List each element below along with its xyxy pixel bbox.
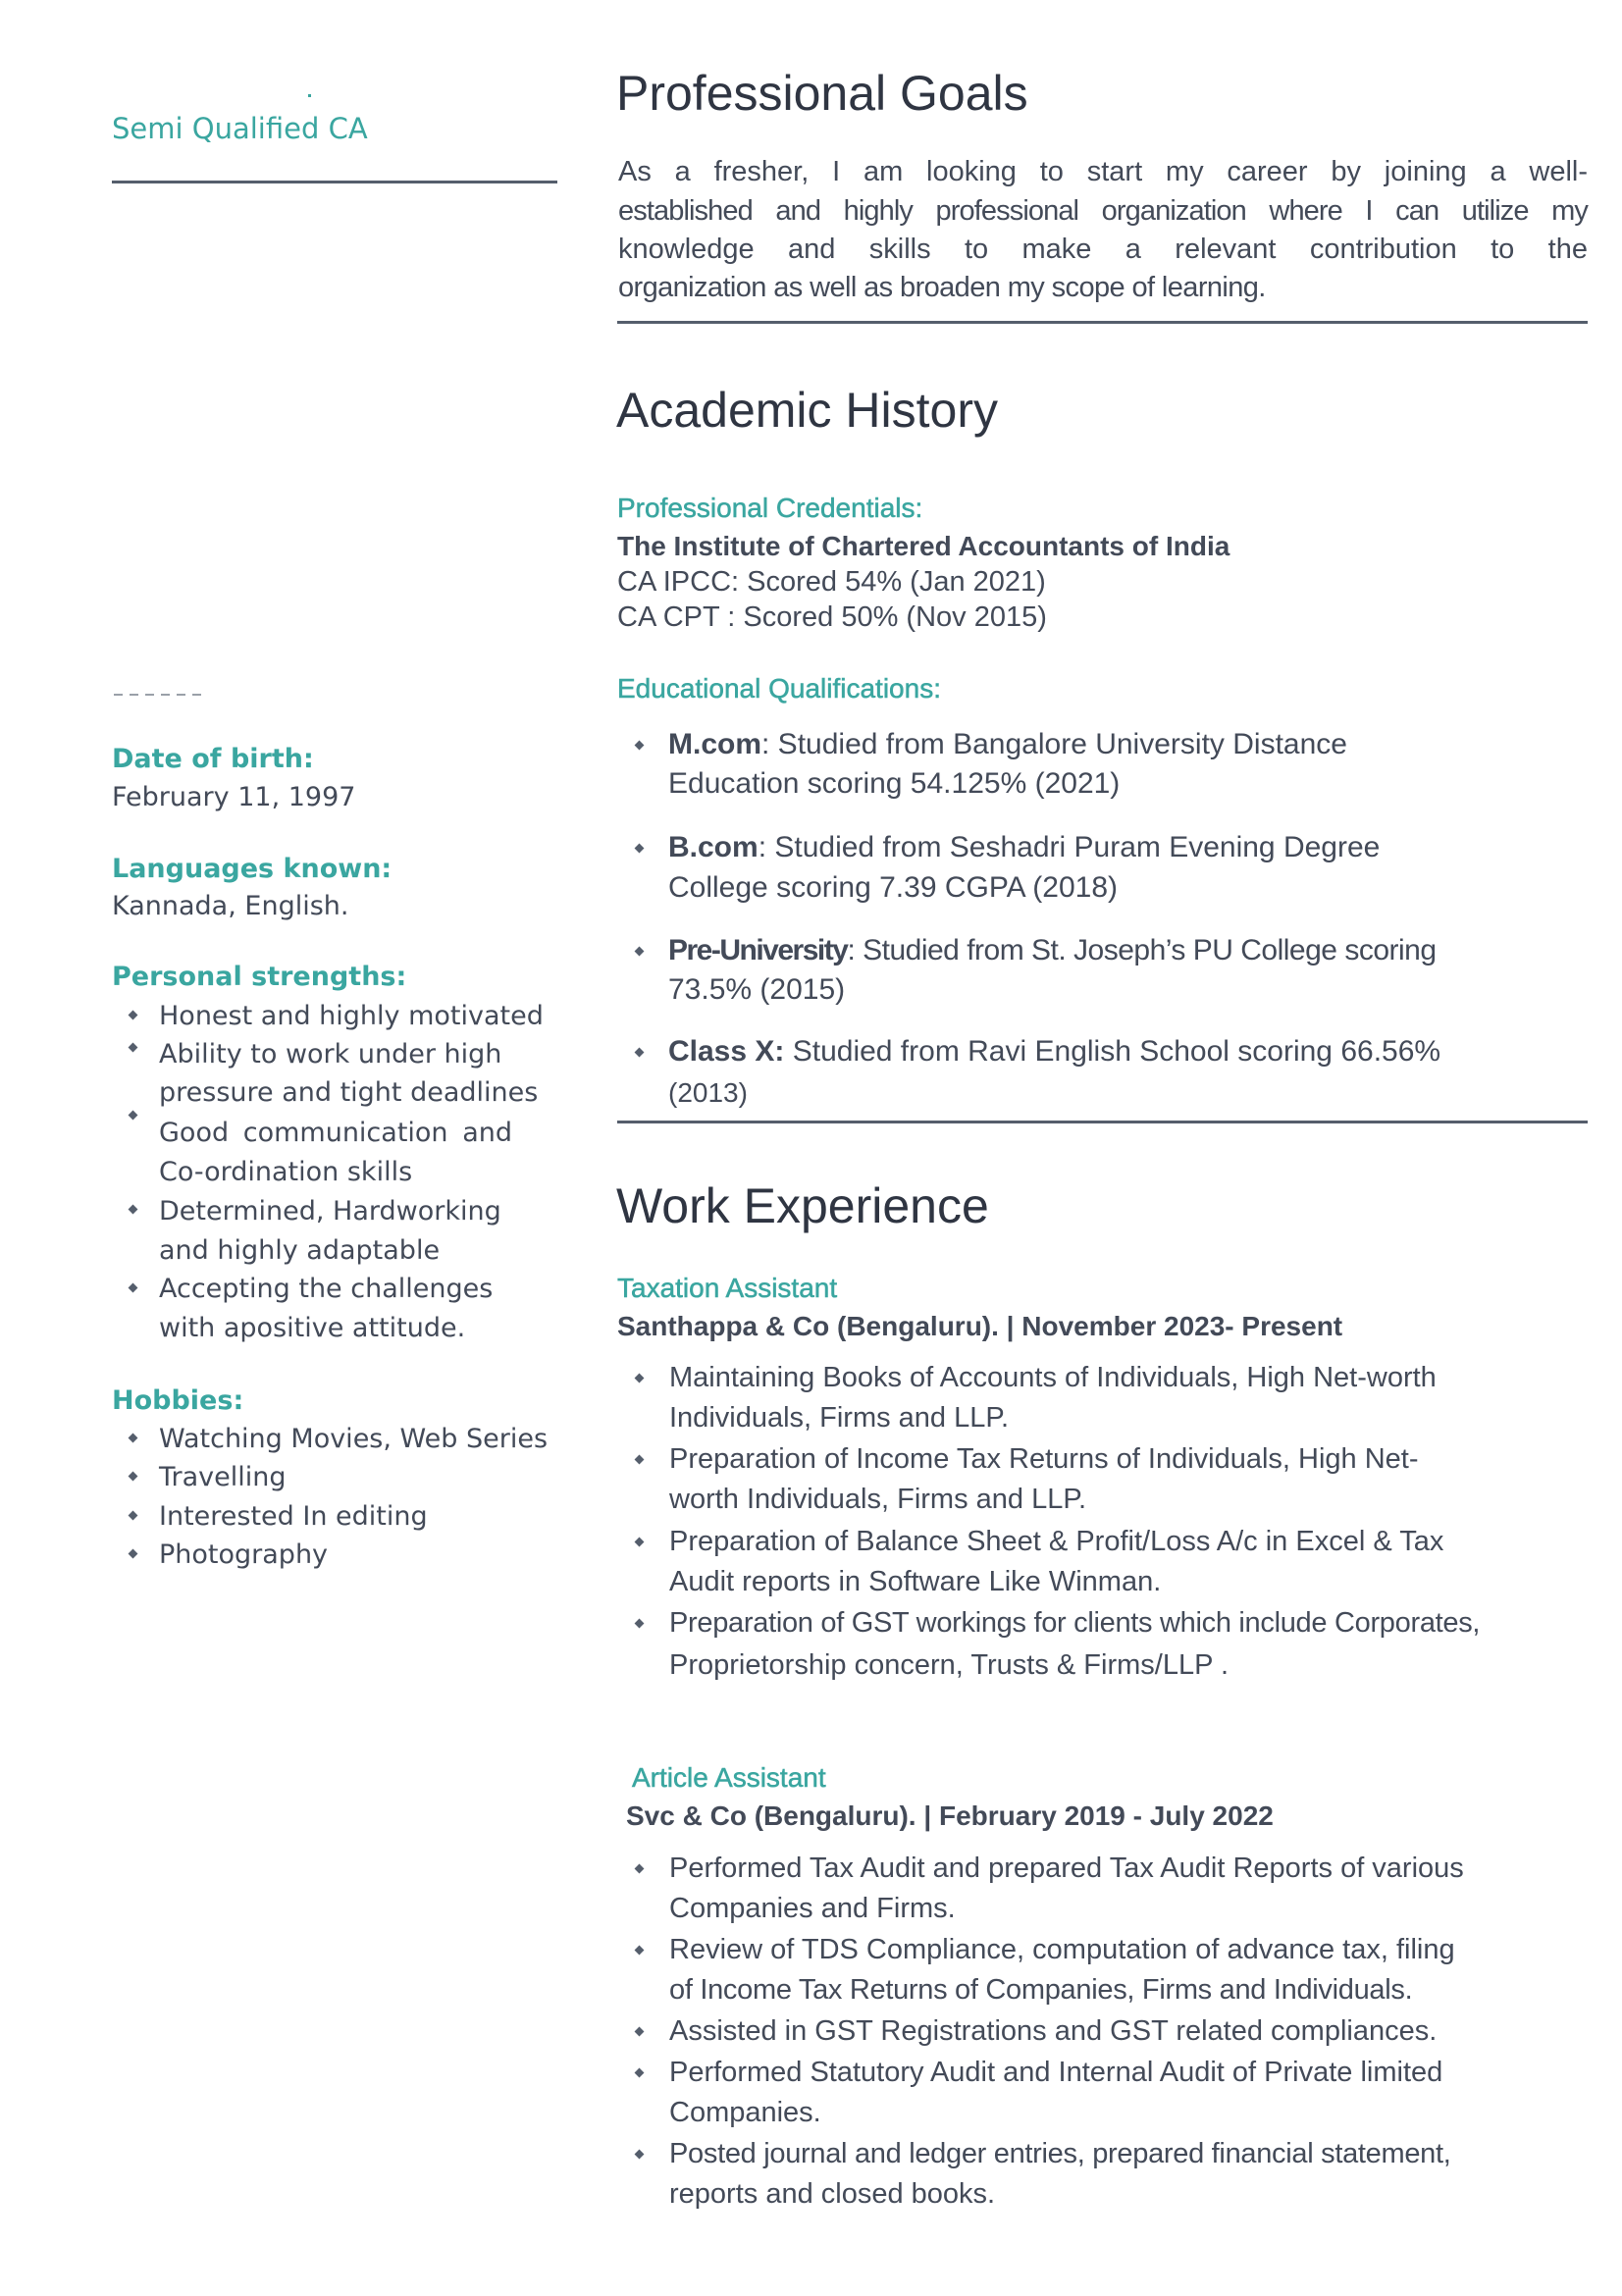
languages-label: Languages known: (112, 854, 392, 884)
job-bullet-cont: reports and closed books. (669, 2178, 996, 2210)
bullet-icon (129, 1205, 138, 1215)
job-title: Article Assistant (632, 1762, 826, 1793)
qualification-text: : Studied from Bangalore University Distance (761, 728, 1347, 760)
degree-label: M.com (668, 728, 762, 760)
bullet-icon (635, 844, 645, 854)
bullet-icon (129, 1511, 138, 1521)
sidebar-divider (112, 181, 557, 183)
goals-heading: Professional Goals (616, 66, 1028, 121)
goals-divider (617, 321, 1588, 324)
strength-item: Good communication and (159, 1118, 512, 1148)
qualification-item-cont: 73.5% (2015) (668, 973, 846, 1006)
goals-line: knowledge and skills to make a relevant contribution to the (618, 234, 1588, 265)
strength-item-cont: with apositive attitude. (159, 1313, 466, 1343)
qualification-text: Studied from Ravi English School scoring 66.56% (784, 1035, 1441, 1068)
hobby-item: Travelling (159, 1462, 287, 1492)
bullet-icon (635, 2150, 645, 2160)
qualification-item (668, 730, 1347, 759)
hobby-item: Photography (159, 1539, 329, 1570)
bullet-icon (129, 1011, 138, 1020)
job-bullet-item: Maintaining Books of Accounts of Individuals, High Net-worth (669, 1362, 1437, 1393)
bullet-icon (635, 2068, 645, 2078)
goals-line: organization as well as broaden my scope of learning. (618, 272, 1266, 303)
hobby-item: Interested In editing (159, 1501, 428, 1532)
academic-heading: Academic History (616, 383, 998, 438)
bullet-icon (129, 1472, 138, 1482)
job-bullet-item: Performed Tax Audit and prepared Tax Audit Reports of various (669, 1852, 1464, 1884)
hobby-item: Watching Movies, Web Series (159, 1424, 549, 1454)
strength-item: Determined, Hardworking (159, 1196, 501, 1226)
job-bullet-cont: Audit reports in Software Like Winman. (669, 1566, 1162, 1597)
bullet-icon (129, 1434, 138, 1443)
goals-line: As a fresher, I am looking to start my career by joining a well- (618, 156, 1588, 187)
job-bullet-item: Preparation of Balance Sheet & Profit/Loss A/c in Excel & Tax (669, 1526, 1444, 1557)
bullet-icon (635, 1455, 645, 1465)
qualification-item (668, 936, 1437, 965)
languages-value: Kannada, English. (112, 891, 349, 921)
job-bullet-item: Assisted in GST Registrations and GST related compliances. (669, 2015, 1438, 2047)
job-bullet-item: Preparation of GST workings for clients which include Corporates, (669, 1607, 1481, 1639)
institute-name: The Institute of Chartered Accountants of India (617, 531, 1230, 561)
job-bullet-cont: Companies. (669, 2097, 821, 2128)
qualification-item (668, 833, 1380, 862)
sidebar-title: Semi Qualified CA (112, 112, 368, 145)
qualification-item (668, 1037, 1440, 1067)
qualification-item-cont: Education scoring 54.125% (2021) (668, 767, 1121, 800)
job-company: Svc & Co (Bengaluru). | February 2019 - July 2022 (626, 1800, 1274, 1831)
bullet-icon (635, 741, 645, 751)
job-bullet-item: Review of TDS Compliance, computation of advance tax, filing (669, 1934, 1455, 1965)
bullet-icon (635, 2027, 645, 2037)
qualification-item-cont: (2013) (668, 1077, 748, 1108)
credentials-label: Professional Credentials: (617, 493, 923, 523)
edu-label: Educational Qualifications: (617, 673, 941, 704)
bullet-icon (635, 947, 645, 957)
job-title: Taxation Assistant (617, 1273, 838, 1303)
job-bullet-cont: Proprietorship concern, Trusts & Firms/LLP . (669, 1649, 1230, 1681)
work-heading: Work Experience (616, 1178, 989, 1233)
bullet-icon (129, 1283, 138, 1293)
qualification-text: : Studied from Seshadri Puram Evening Degree (758, 831, 1381, 863)
bullet-icon (129, 1111, 138, 1121)
bullet-icon (635, 1619, 645, 1629)
academic-divider (617, 1121, 1588, 1123)
strength-item: Honest and highly motivated (159, 1001, 544, 1031)
hobbies-label: Hobbies: (112, 1385, 244, 1416)
bullet-icon (635, 1048, 645, 1058)
strength-item-cont: and highly adaptable (159, 1235, 441, 1266)
bullet-icon (635, 1374, 645, 1383)
job-bullet-cont: worth Individuals, Firms and LLP. (669, 1484, 1087, 1515)
job-bullet-cont: of Income Tax Returns of Companies, Firms and Individuals. (669, 1974, 1413, 2006)
job-bullet-item: Posted journal and ledger entries, prepared financial statement, (669, 2138, 1451, 2169)
job-bullet-item: Preparation of Income Tax Returns of Individuals, High Net- (669, 1443, 1419, 1475)
job-company: Santhappa & Co (Bengaluru). | November 2023- Present (617, 1311, 1343, 1341)
strengths-label: Personal strengths: (112, 962, 407, 992)
dob-value: February 11, 1997 (112, 782, 356, 812)
degree-label: Pre-University (668, 934, 848, 966)
qualification-text: : Studied from St. Joseph’s PU College scoring (847, 934, 1437, 966)
cpt-score: CA CPT : Scored 50% (Nov 2015) (617, 601, 1047, 633)
job-bullet-cont: Individuals, Firms and LLP. (669, 1402, 1010, 1434)
bullet-icon (635, 1946, 645, 1956)
degree-label: Class X: (668, 1035, 785, 1068)
bullet-icon (635, 1864, 645, 1874)
degree-label: B.com (668, 831, 759, 863)
dob-label: Date of birth: (112, 744, 314, 774)
sidebar-dot (308, 94, 311, 97)
qualification-item-cont: College scoring 7.39 CGPA (2018) (668, 871, 1119, 904)
strength-item-cont: Co-ordination skills (159, 1157, 413, 1187)
strength-item-cont: pressure and tight deadlines (159, 1077, 539, 1108)
job-bullet-cont: Companies and Firms. (669, 1893, 956, 1924)
bullet-icon (635, 1538, 645, 1547)
ipcc-score: CA IPCC: Scored 54% (Jan 2021) (617, 566, 1046, 598)
strength-item: Ability to work under high (159, 1039, 502, 1070)
clipped-text-artifact (114, 694, 204, 696)
bullet-icon (129, 1549, 138, 1559)
job-bullet-item: Performed Statutory Audit and Internal Audit of Private limited (669, 2057, 1443, 2088)
goals-line: established and highly professional organization where I can utilize my (618, 195, 1588, 227)
strength-item: Accepting the challenges (159, 1274, 494, 1304)
bullet-icon (129, 1043, 138, 1053)
